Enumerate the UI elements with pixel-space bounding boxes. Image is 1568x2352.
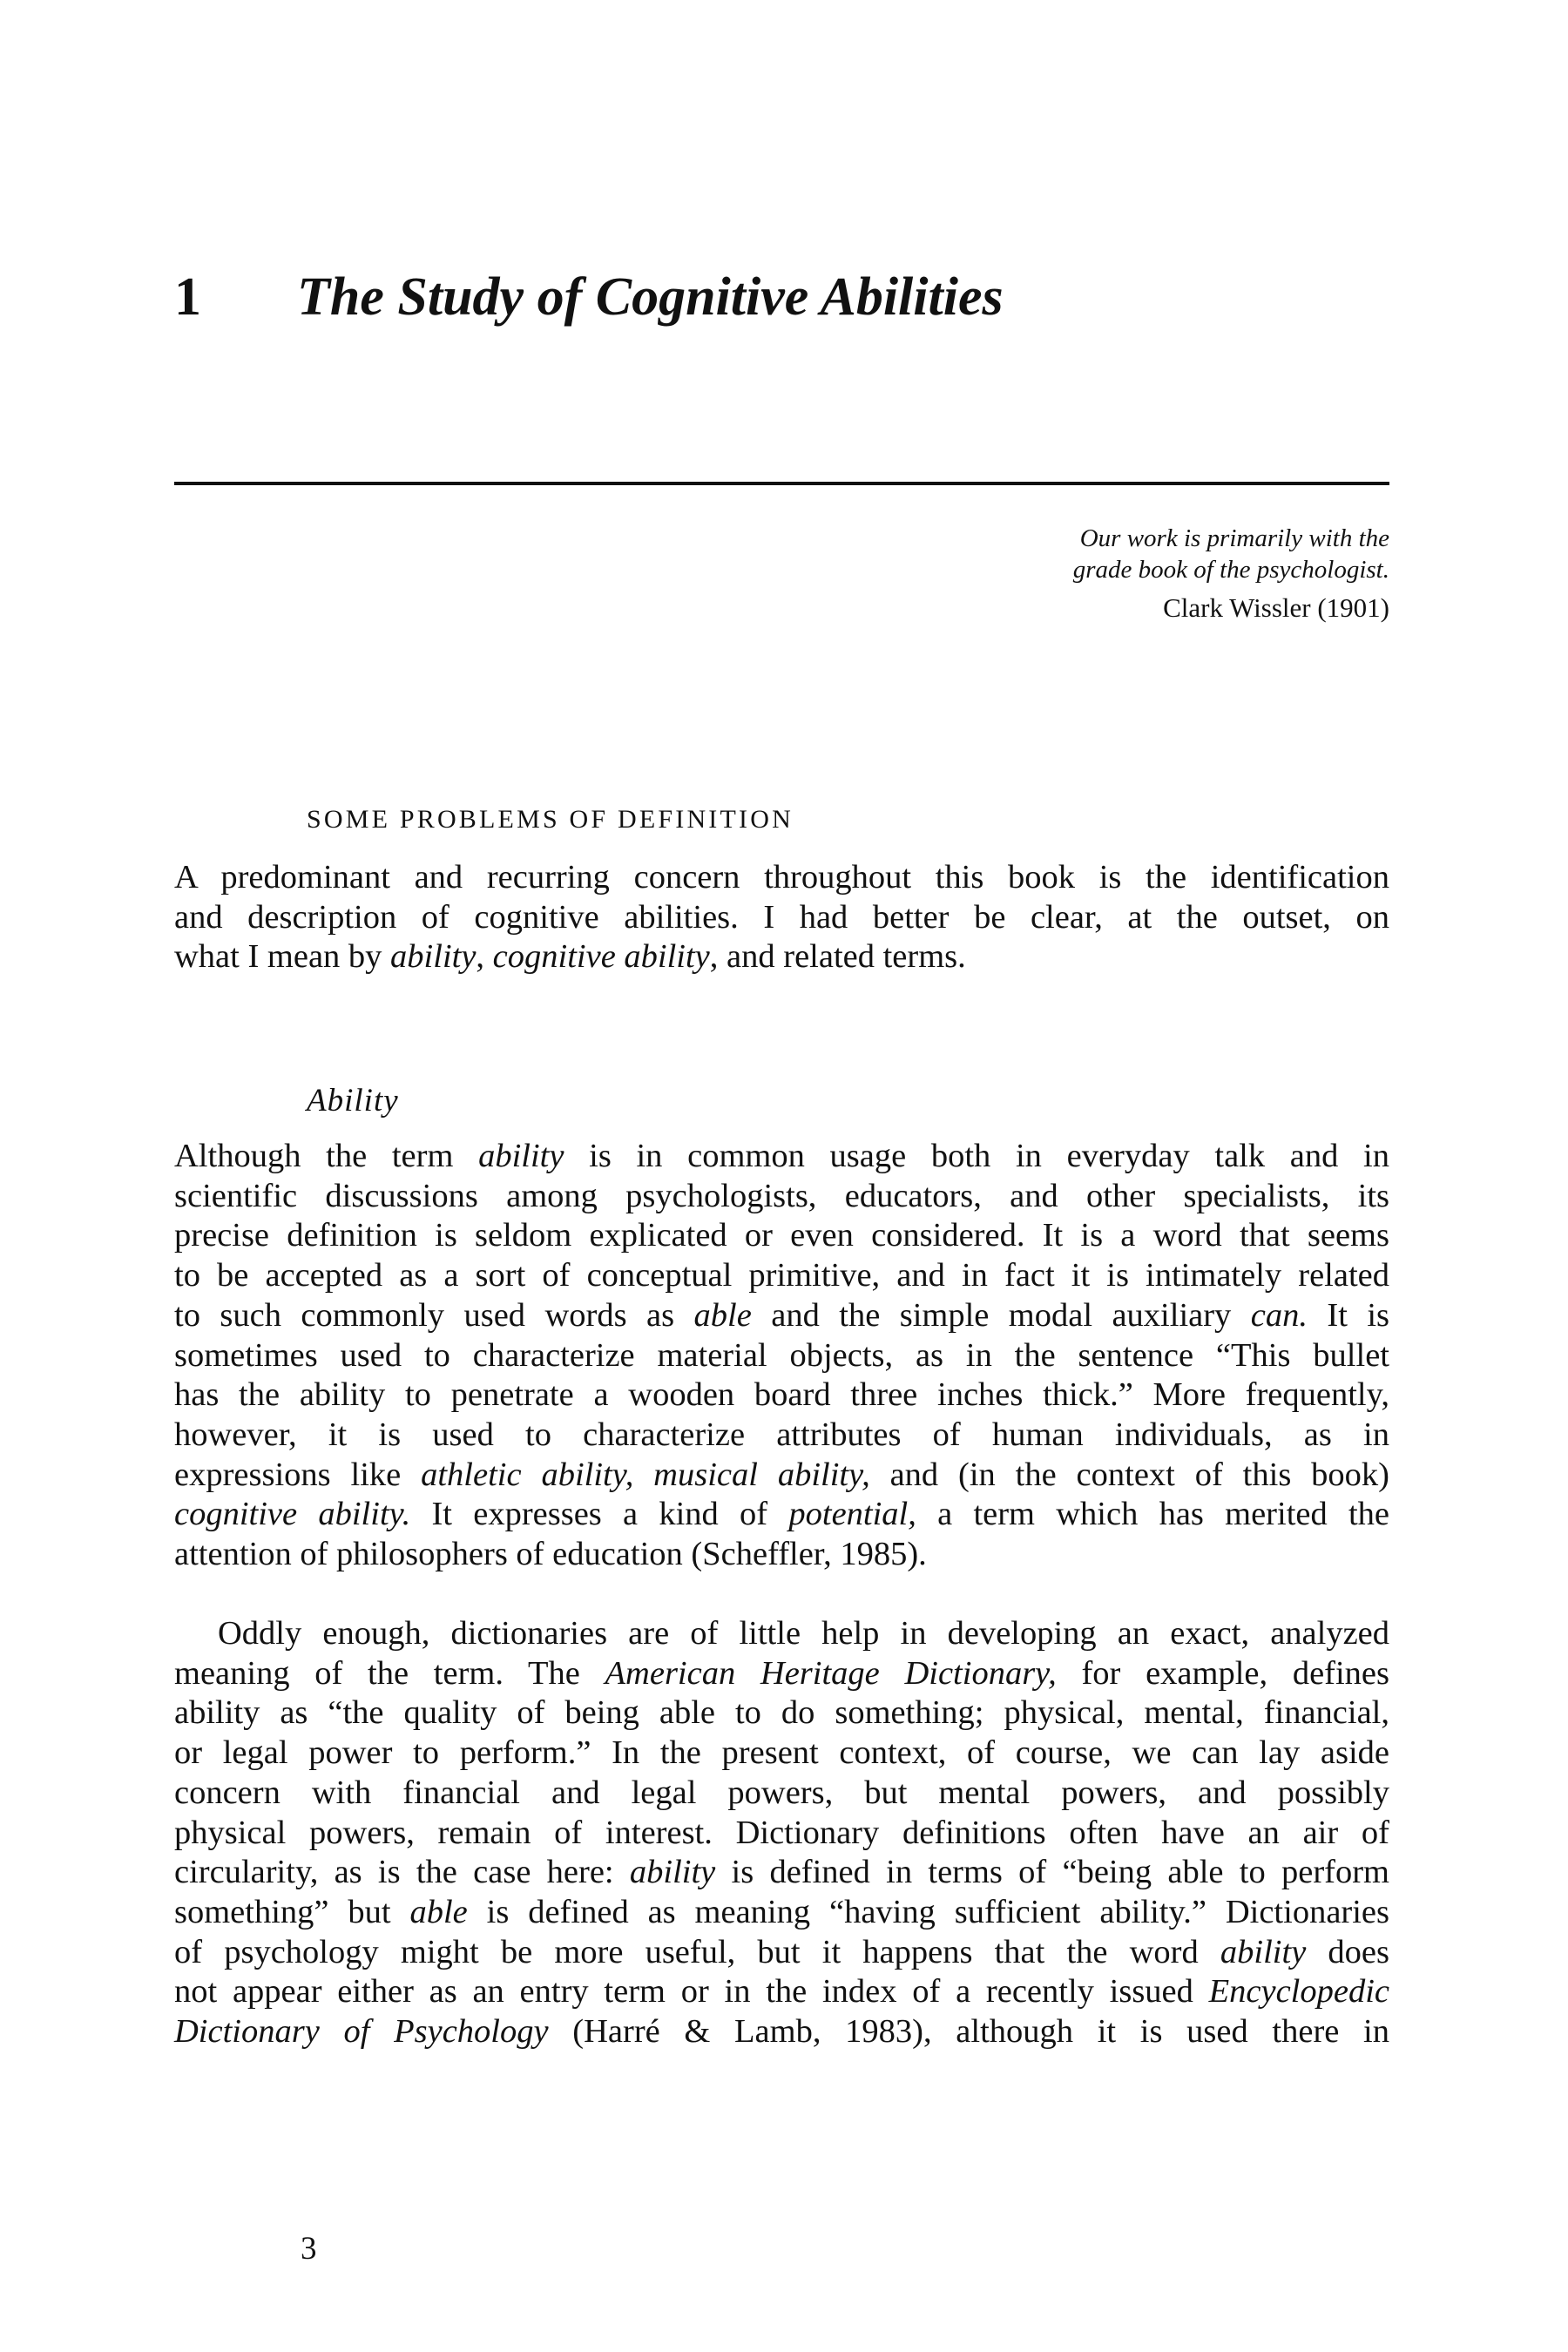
paragraph-line: concern with financial and legal powers, but mental powers, and possibly [174,1774,1389,1811]
epigraph-quote-line-2: grade book of the psychologist. [1072,556,1389,584]
ability-paragraph [174,1137,1389,1575]
paragraph-line [174,1893,1389,1933]
text-run: , [476,938,493,976]
text-run: not appear either as an entry term or in the index of a recently issued [174,1973,1209,2011]
italic-term: cognitive ability [492,938,710,976]
intro-line: A predominant and recurring concern throughout this book is the identification [174,859,1389,896]
text-run: It is [1307,1296,1390,1334]
paragraph-line: attention of philosophers of education (Scheffler, 1985). [174,1536,927,1573]
italic-term: Dictionary of Psychology [174,2013,549,2051]
italic-term: athletic ability, musical ability, [421,1456,870,1493]
text-run: circularity, as is the case here: [174,1854,630,1891]
text-run: and the simple modal auxiliary [751,1296,1251,1334]
epigraph-quote-line-1: Our work is primarily with the [1079,524,1389,552]
epigraph [1073,523,1389,624]
paragraph-line [174,1853,1389,1893]
text-run: , and related terms. [709,938,966,976]
subsection-heading: Ability [307,1083,399,1119]
text-run: It expresses a kind of [410,1496,789,1533]
text-run: is defined in terms of “being able to perform [715,1854,1389,1891]
paragraph-line: precise definition is seldom explicated or even considered. It is a word that seems [174,1217,1389,1254]
paragraph-line [174,1456,1389,1496]
paragraph-line [174,1933,1389,1973]
paragraph-line [174,1495,1389,1535]
text-run: expressions like [174,1456,422,1493]
text-run: to such commonly used words as [174,1296,694,1334]
italic-term: American Heritage Dictionary, [605,1654,1057,1692]
text-run: what I mean by [174,938,391,976]
chapter-title: The Study of Cognitive Abilities [297,267,1004,327]
intro-paragraph [174,858,1389,977]
paragraph-line [174,1296,1389,1336]
paragraph-line: or legal power to perform.” In the present context, of course, we can lay aside [174,1734,1389,1772]
italic-term: can. [1250,1296,1308,1334]
paragraph-line [174,2012,1389,2052]
italic-term: able [409,1893,468,1930]
italic-term: Encyclopedic [1208,1973,1389,2011]
paragraph-line: has the ability to penetrate a wooden board three inches thick.” More frequently, [174,1376,1389,1414]
chapter-number: 1 [174,267,201,327]
paragraph-line: ability as “the quality of being able to do something; physical, mental, financial, [174,1694,1389,1732]
chapter-heading [174,267,1004,327]
epigraph-attribution: Clark Wissler (1901) [1163,592,1389,623]
text-run: is in common usage both in everyday talk and in [564,1138,1389,1174]
text-run: meaning of the term. The [174,1654,605,1692]
intro-line [174,937,1389,977]
text-run: for example, defines [1056,1654,1389,1692]
intro-line: and description of cognitive abilities. I had better be clear, at the outset, on [174,898,1389,936]
page-number: 3 [301,2231,317,2267]
paragraph-line [174,1137,1389,1177]
italic-term: cognitive ability. [174,1496,411,1533]
title-rule [174,482,1389,485]
paragraph-line: Oddly enough, dictionaries are of little help in developing an exact, analyzed [218,1615,1389,1652]
text-run: is defined as meaning “having sufficient ability.” Dictionaries [467,1893,1389,1930]
paragraph-line: scientific discussions among psychologists, educators, and other specialists, its [174,1177,1389,1214]
italic-term: able [693,1296,752,1334]
italic-term: ability [629,1854,716,1891]
text-run: does [1306,1933,1389,1970]
text-run: something” but [174,1893,410,1930]
section-heading: SOME PROBLEMS OF DEFINITION [307,805,794,834]
dictionaries-paragraph [174,1614,1389,2052]
italic-term: potential, [788,1496,916,1533]
text-run: of psychology might be more useful, but it happens that the word [174,1933,1220,1970]
paragraph-line: to be accepted as a sort of conceptual primitive, and in fact it is intimately related [174,1257,1389,1294]
paragraph-line [174,1972,1389,2012]
italic-term: ability [478,1138,564,1174]
italic-term: ability [390,938,476,976]
paragraph-line: however, it is used to characterize attributes of human individuals, as in [174,1416,1389,1453]
text-run: (Harré & Lamb, 1983), although it is used there in [548,2013,1389,2051]
text-run: Although the term [174,1138,479,1174]
paragraph-line: physical powers, remain of interest. Dictionary definitions often have an air of [174,1814,1389,1851]
text-run: and (in the context of this book) [869,1456,1390,1493]
italic-term: ability [1220,1933,1307,1970]
paragraph-line: sometimes used to characterize material objects, as in the sentence “This bullet [174,1336,1389,1374]
text-run: a term which has merited the [916,1496,1390,1533]
paragraph-line [174,1654,1389,1694]
